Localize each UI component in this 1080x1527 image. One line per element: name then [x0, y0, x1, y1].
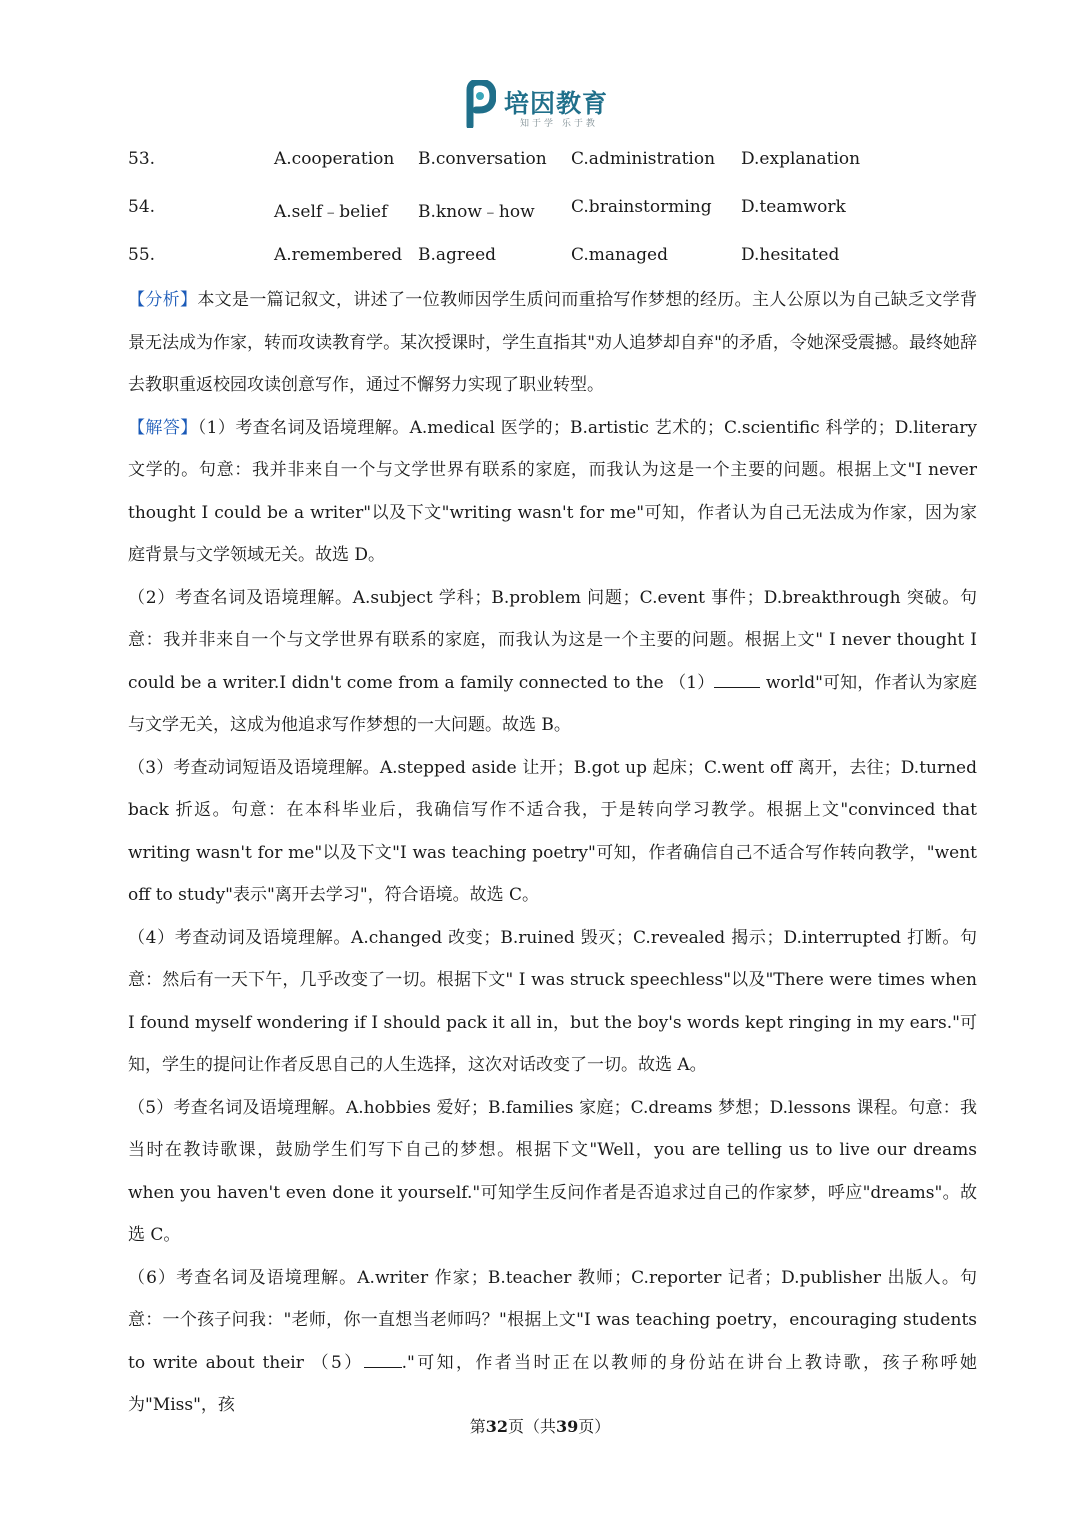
option-a: A.remembered	[274, 245, 403, 265]
answer-paragraph-6	[128, 1257, 977, 1427]
answer-q4-text: （4）考查动词及语境理解。A.changed 改变；B.ruined 毁灭；C.revealed 揭示；D.interrupted 打断。句意：然后有一天下午，几乎改变了一切。根据下文" I was struck speechless"以及"There were times when I found myself wondering if I should pack it all in，but the boy's words kept ringing in my ears."可知，学生的提问让作者反思自己的人生选择，这次对话改变了一切。故选 A。	[128, 927, 977, 1075]
answer-q6-text-cont: ."可知，作者当时正在以教师的身份站在讲台上教诗歌，孩子称呼她为"Miss"，孩	[128, 1352, 977, 1415]
fill-blank	[714, 671, 760, 687]
option-a: A.cooperation	[274, 149, 395, 169]
answer-q2-text-cont: world"可知，作者认为家庭与文学无关，这成为他追求写作梦想的一大问题。故选 B。	[128, 672, 977, 735]
option-c: C.administration	[571, 149, 716, 169]
option-a: A.self﹣belief	[274, 202, 388, 222]
answer-paragraph-1	[128, 407, 977, 577]
footer-suffix: 页）	[578, 1417, 611, 1436]
total-page-number: 39	[556, 1417, 579, 1436]
analysis-text: 本文是一篇记叙文，讲述了一位教师因学生质问而重拾写作梦想的经历。主人公原以为自己缺乏文学背景无法成为作家，转而攻读教育学。某次授课时，学生直指其"劝人追梦却自弃"的矛盾，令她深受震撼。最终她辞去教职重返校园攻读创意写作，通过不懈努力实现了职业转型。	[128, 290, 978, 395]
option-c: C.managed	[571, 245, 668, 265]
answer-paragraph-5	[128, 1087, 977, 1257]
option-table	[128, 143, 988, 287]
answer-paragraph-3	[128, 747, 977, 917]
fill-blank	[364, 1351, 402, 1367]
option-d: D.teamwork	[741, 197, 846, 217]
analysis-tag: 【分析】	[128, 290, 198, 310]
option-d: D.hesitated	[741, 245, 840, 265]
current-page-number: 32	[485, 1417, 508, 1436]
answer-q6-text: （6）考查名词及语境理解。A.writer 作家；B.teacher 教师；C.reporter 记者；D.publisher 出版人。句意：一个孩子问我："老师，你一直想当老师吗？"根据上文"I was teaching poetry，encouraging students to write about their （5）	[128, 1267, 977, 1373]
answer-tag: 【解答】	[128, 417, 198, 438]
option-d: D.explanation	[741, 149, 861, 169]
answer-paragraph-2	[128, 577, 977, 747]
option-c: C.brainstorming	[571, 197, 712, 217]
logo-title: 培因教育	[504, 89, 609, 118]
option-row	[128, 191, 988, 239]
footer-prefix: 第	[469, 1417, 486, 1436]
option-row	[128, 143, 988, 191]
analysis-paragraph	[128, 279, 977, 407]
footer-mid: 页（共	[507, 1417, 556, 1436]
question-number: 54.	[128, 197, 156, 217]
option-b: B.agreed	[418, 245, 497, 265]
answer-q5-text: （5）考查名词及语境理解。A.hobbies 爱好；B.families 家庭；C.dreams 梦想；D.lessons 课程。句意：我当时在教诗歌课，鼓励学生们写下自己的梦想。根据下文"Well，you are telling us to live our dreams when you haven't even done it yourself."可知学生反问作者是否追求过自己的作家梦，呼应"dreams"。故选 C。	[128, 1097, 977, 1245]
option-b: B.know﹣how	[418, 202, 535, 222]
option-b: B.conversation	[418, 149, 547, 169]
logo-slogan: 知于学 乐于教	[520, 119, 598, 129]
question-number: 55.	[128, 245, 156, 265]
question-number: 53.	[128, 149, 156, 169]
explanation-body	[128, 279, 977, 1427]
answer-q1-text: （1）考查名词及语境理解。A.medical 医学的；B.artistic 艺术的；C.scientific 科学的；D.literary 文学的。句意：我并非来自一个与文学世界有联系的家庭，而我认为这是一个主要的问题。根据上文"I never thought I could be a writer"以及下文"writing wasn't for me"可知，作者认为自己无法成为作家，因为家庭背景与文学领域无关。故选 D。	[128, 417, 977, 565]
answer-q3-text: （3）考查动词短语及语境理解。A.stepped aside 让开；B.got up 起床；C.went off 离开，去往；D.turned back 折返。句意：在本科毕业后，我确信写作不适合我，于是转向学习教学。根据上文"convinced that writing wasn't for me"以及下文"I was teaching poetry"可知，作者确信自己不适合写作转向教学，"went off to study"表示"离开去学习"，符合语境。故选 C。	[128, 757, 977, 905]
logo-p-icon	[462, 80, 496, 128]
page-footer	[0, 1414, 1080, 1437]
answer-q2-text: （2）考查名词及语境理解。A.subject 学科；B.problem 问题；C.event 事件；D.breakthrough 突破。句意：我并非来自一个与文学世界有联系的家庭，而我认为这是一个主要的问题。根据上文" I never thought I could be a writer.I didn't come from a family connected to the （1）	[128, 587, 977, 693]
brand-logo	[462, 80, 622, 132]
answer-paragraph-4	[128, 917, 977, 1087]
